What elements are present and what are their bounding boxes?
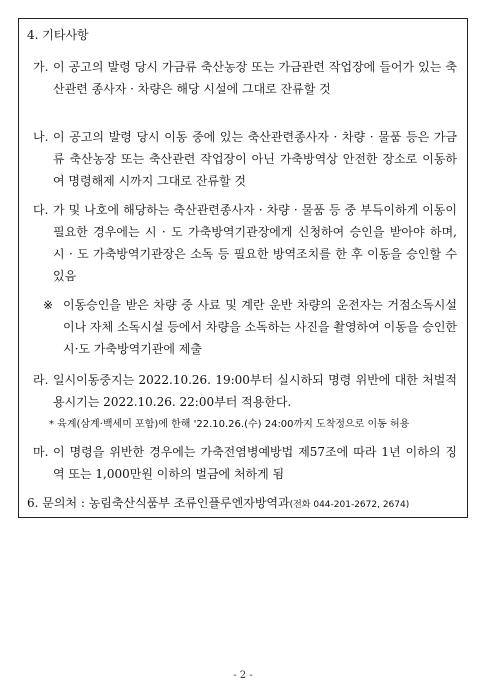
item-ra: [33, 369, 457, 413]
section-4-heading: 4. 기타사항: [27, 28, 89, 42]
item-na-text: 이 공고의 발령 당시 이동 중에 있는 축산관련종사자 · 차량 · 물품 등은 가금류 축산농장 또는 축산관련 작업장이 아닌 가축방역상 안전한 장소로 이동하여 명령해제 시까지 그대로 잔류할 것: [53, 130, 457, 188]
contact-label: 6. 문의처 : 농림축산식품부 조류인플루엔자방역과: [27, 496, 290, 510]
item-da: [33, 199, 457, 287]
item-ga: [33, 56, 457, 100]
contact-phone: (전화 044-201-2672, 2674): [289, 500, 410, 510]
item-ra-text: 일시이동중지는 2022.10.26. 19:00부터 실시하되 명령 위반에 대한 처벌적용시기는 2022.10.26. 22:00부터 적용한다.: [53, 373, 457, 409]
item-ga-marker: 가.: [33, 60, 49, 74]
item-da-note: [43, 294, 457, 360]
item-ga-text: 이 공고의 발령 당시 가금류 축산농장 또는 가금관련 작업장에 들어가 있는 축산관련 종사자 · 차량은 해당 시설에 그대로 잔류할 것: [53, 60, 457, 96]
item-da-text: 가 및 나호에 해당하는 축산관련종사자 · 차량 · 물품 등 중 부득이하게 이동이 필요한 경우에는 시 · 도 가축방역기관장에게 신청하여 승인을 받아야 하며, 시 · 도 가축방역기관장은 소독 등 필요한 방역조치를 한 후 이동을 승인할 수 있음: [53, 203, 457, 283]
item-na-marker: 나.: [33, 130, 49, 144]
item-ra-marker: 라.: [33, 373, 49, 387]
item-da-marker: 다.: [33, 203, 49, 217]
item-ma-text: 이 명령을 위반한 경우에는 가축전염병예방법 제57조에 따라 1년 이하의 징역 또는 1,000만원 이하의 벌금에 처하게 됨: [53, 445, 457, 481]
item-ma-marker: 마.: [33, 445, 49, 459]
item-na: [33, 126, 457, 192]
item-da-note-marker: ※: [43, 298, 54, 312]
item-ma: [33, 441, 457, 485]
item-da-note-text: 이동승인을 받은 차량 중 사료 및 계란 운반 차량의 운전자는 거점소독시설이나 자체 소독시설 등에서 차량을 소독하는 사진을 촬영하여 이동을 승인한 시·도 가축방역기관에 제출: [63, 298, 457, 356]
section-6-contact: [27, 494, 409, 511]
item-ra-note: * 육계(삼계·백세미 포함)에 한해 '22.10.26.(수) 24:00까지 도착정으로 이동 허용: [49, 419, 410, 430]
page-number: - 2 -: [233, 670, 253, 681]
notice-content-box: [18, 18, 468, 518]
